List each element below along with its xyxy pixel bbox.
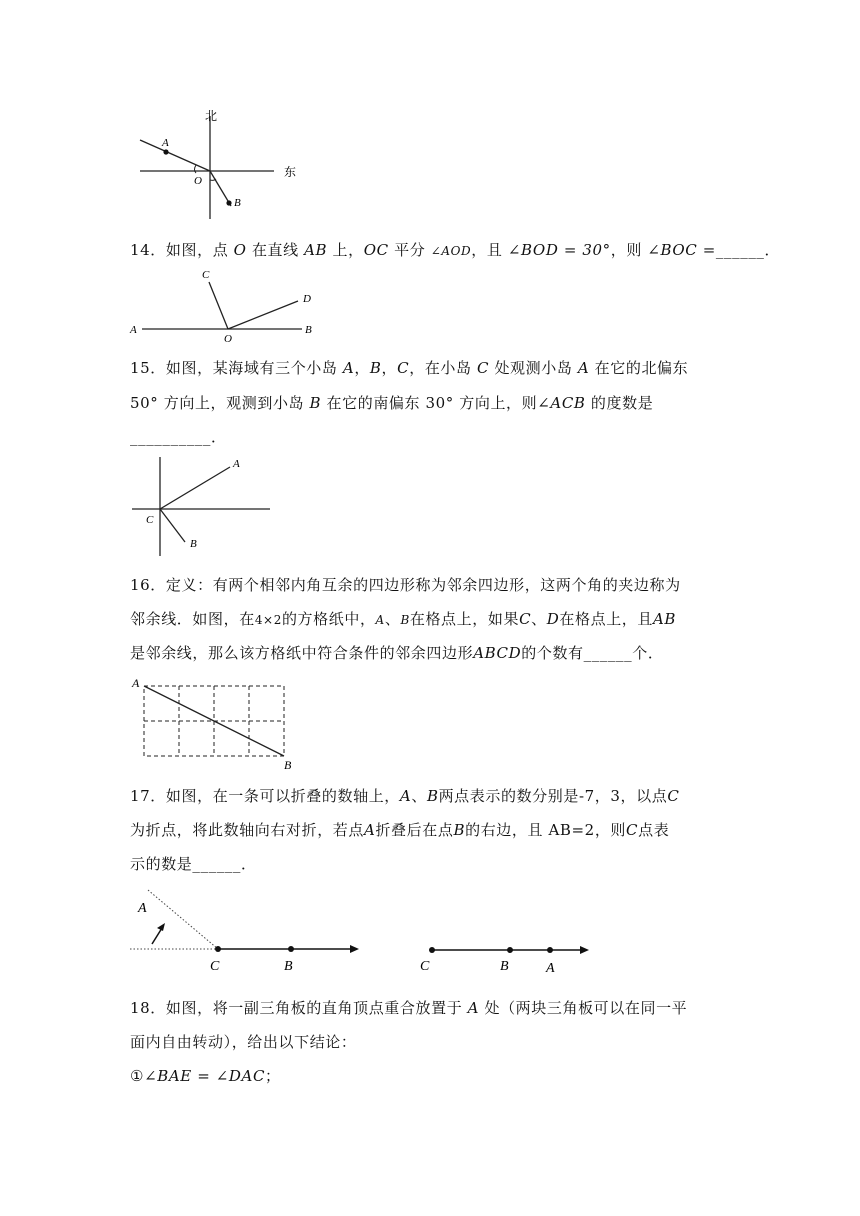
point-o-label: O xyxy=(194,175,202,187)
north-label: 北 xyxy=(205,109,218,123)
question-15-line-2: 50° 方向上，观测到小岛 B 在它的南偏东 30° 方向上，则∠ACB 的度数是 xyxy=(130,394,654,412)
point-b-label: B xyxy=(190,538,197,550)
point-a-label: A xyxy=(138,901,147,916)
question-18-line-3: ①∠BAE = ∠DAC； xyxy=(130,1067,281,1085)
question-17-line-2: 为折点，将此数轴向右对折，若点A折叠后在点B的右边，且 AB=2，则C点表 xyxy=(130,821,670,839)
point-o-label: O xyxy=(224,333,232,345)
point-b-label: B xyxy=(284,959,293,974)
point-c-label: C xyxy=(202,269,210,281)
question-15-line-1: 15．如图，某海域有三个小岛 A，B，C，在小岛 C 处观测小岛 A 在它的北偏东 xyxy=(130,359,689,377)
island-bearing-figure xyxy=(130,453,290,563)
point-d-label: D xyxy=(303,293,311,305)
answer-blank: ______ xyxy=(583,644,633,662)
point-b-label: B xyxy=(500,959,509,974)
point-a-label: A xyxy=(546,961,555,976)
question-17-line-1: 17．如图，在一条可以折叠的数轴上，A、B两点表示的数分别是-7，3，以点C xyxy=(130,787,680,805)
point-b-label: B xyxy=(284,758,292,772)
point-c-label: C xyxy=(146,514,154,526)
question-16-line-3: 是邻余线，那么该方格纸中符合条件的邻余四边形ABCD的个数有______个． xyxy=(130,644,664,662)
east-label: 东 xyxy=(284,165,297,179)
compass-figure xyxy=(130,104,330,224)
answer-blank: ______ xyxy=(192,855,242,873)
question-15-line-3: __________． xyxy=(130,428,227,446)
answer-blank: __________ xyxy=(130,428,211,446)
point-a-label: A xyxy=(132,676,140,690)
point-a-label: A xyxy=(130,324,137,336)
point-a-label: A xyxy=(233,458,240,470)
grid-figure xyxy=(130,675,300,775)
question-14: 14．如图，点 O 在直线 AB 上，OC 平分 ∠AOD，且 ∠BOD = 30°，则 ∠BOC =______． xyxy=(130,241,781,259)
point-c-label: C xyxy=(210,959,220,974)
question-17-line-3: 示的数是______． xyxy=(130,855,257,873)
folding-number-line-figure xyxy=(128,888,608,978)
point-a-label: A xyxy=(162,137,169,149)
question-18-line-1: 18．如图，将一副三角板的直角顶点重合放置于 A 处（两块三角板可以在同一平 xyxy=(130,999,688,1017)
angle-figure-14 xyxy=(130,268,330,348)
question-18-line-2: 面内自由转动），给出以下结论： xyxy=(130,1033,357,1051)
answer-blank: ______ xyxy=(715,241,765,259)
point-b-label: B xyxy=(234,197,241,209)
question-16-line-2: 邻余线．如图，在4×2的方格纸中，A、B在格点上，如果C、D在格点上，且AB xyxy=(130,610,677,628)
question-16-line-1: 16．定义：有两个相邻内角互余的四边形称为邻余四边形，这两个角的夹边称为 xyxy=(130,576,681,594)
point-b-label: B xyxy=(305,324,312,336)
point-c-label: C xyxy=(420,959,430,974)
